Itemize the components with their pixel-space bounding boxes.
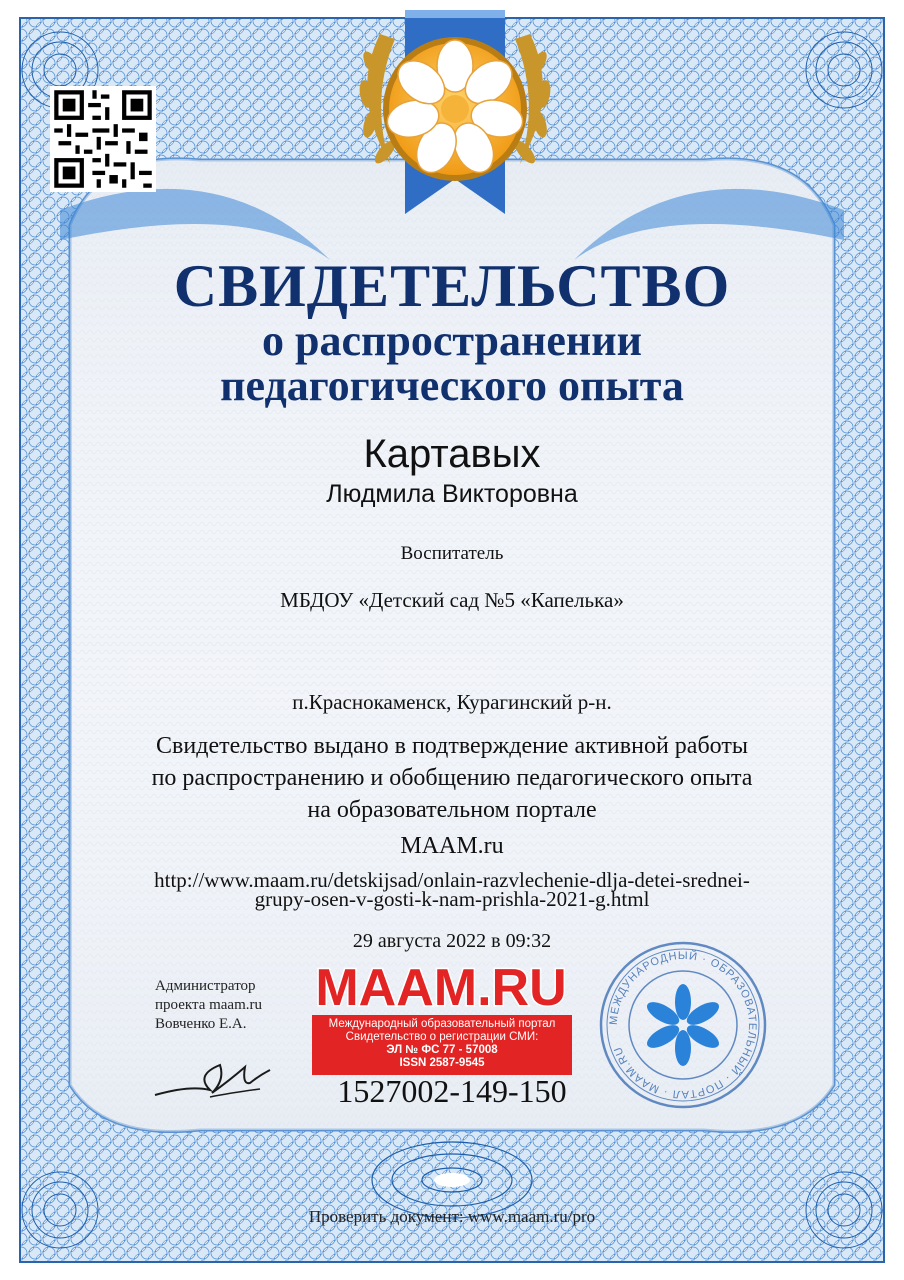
- confirmation-line-2: по распространению и обобщению педагогического опыта: [151, 765, 753, 791]
- qr-code-icon: [50, 86, 156, 192]
- recipient-surname: Картавых: [363, 432, 541, 476]
- maam-logo: [310, 955, 572, 1015]
- issue-date: 29 августа 2022 в 09:32: [352, 930, 552, 952]
- recipient-organization: МБДОУ «Детский сад №5 «Капелька»: [280, 588, 624, 612]
- confirmation-line-3: на образовательном портале: [307, 797, 597, 823]
- publication-url-line-2[interactable]: grupy-osen-v-gosti-k-nam-prishla-2021-g.html: [254, 887, 650, 911]
- confirmation-line-1: Свидетельство выдано в подтверждение активной работы: [156, 733, 748, 759]
- registration-box: [312, 1015, 572, 1075]
- admin-title: Администратор: [155, 978, 256, 994]
- certificate-title: СВИДЕТЕЛЬСТВО: [173, 253, 731, 319]
- admin-name: Вовченко Е.А.: [155, 1016, 247, 1032]
- publication-url-line-1[interactable]: http://www.maam.ru/detskijsad/onlain-razvlechenie-dlja-detei-srednei-: [154, 868, 750, 892]
- admin-project: проекта maam.ru: [155, 997, 262, 1013]
- recipient-given-names: Людмила Викторовна: [326, 480, 578, 508]
- certificate-subtitle-line2: педагогического опыта: [220, 361, 684, 410]
- maam-logo-text: MAAM.RU: [315, 959, 567, 1015]
- recipient-location: п.Краснокаменск, Курагинский р-н.: [292, 690, 612, 714]
- svg-text:МЕЖДУНАРОДНЫЙ · ОБРАЗОВАТЕЛЬНЫ: [608, 949, 758, 1100]
- medal-flower-icon: [340, 4, 570, 219]
- recipient-position: Воспитатель: [400, 543, 504, 564]
- registration-media: Свидетельство о регистрации СМИ:: [345, 1031, 539, 1043]
- certificate-number: 1527002-149-150: [337, 1073, 567, 1109]
- seal-ring-text: МЕЖДУНАРОДНЫЙ · ОБРАЗОВАТЕЛЬНЫЙ · ПОРТАЛ · MAAM.RU: [607, 949, 759, 1101]
- registration-number: ЭЛ № ФС 77 - 57008: [386, 1044, 498, 1056]
- verify-document-link[interactable]: Проверить документ: www.maam.ru/pro: [308, 1207, 596, 1226]
- certificate-subtitle-line1: о распространении: [262, 316, 642, 365]
- registration-portal: Международный образовательный портал: [328, 1018, 556, 1030]
- seal-asterisk-icon: [598, 940, 768, 1110]
- registration-issn: ISSN 2587-9545: [399, 1057, 485, 1069]
- portal-name: MAAM.ru: [400, 833, 504, 859]
